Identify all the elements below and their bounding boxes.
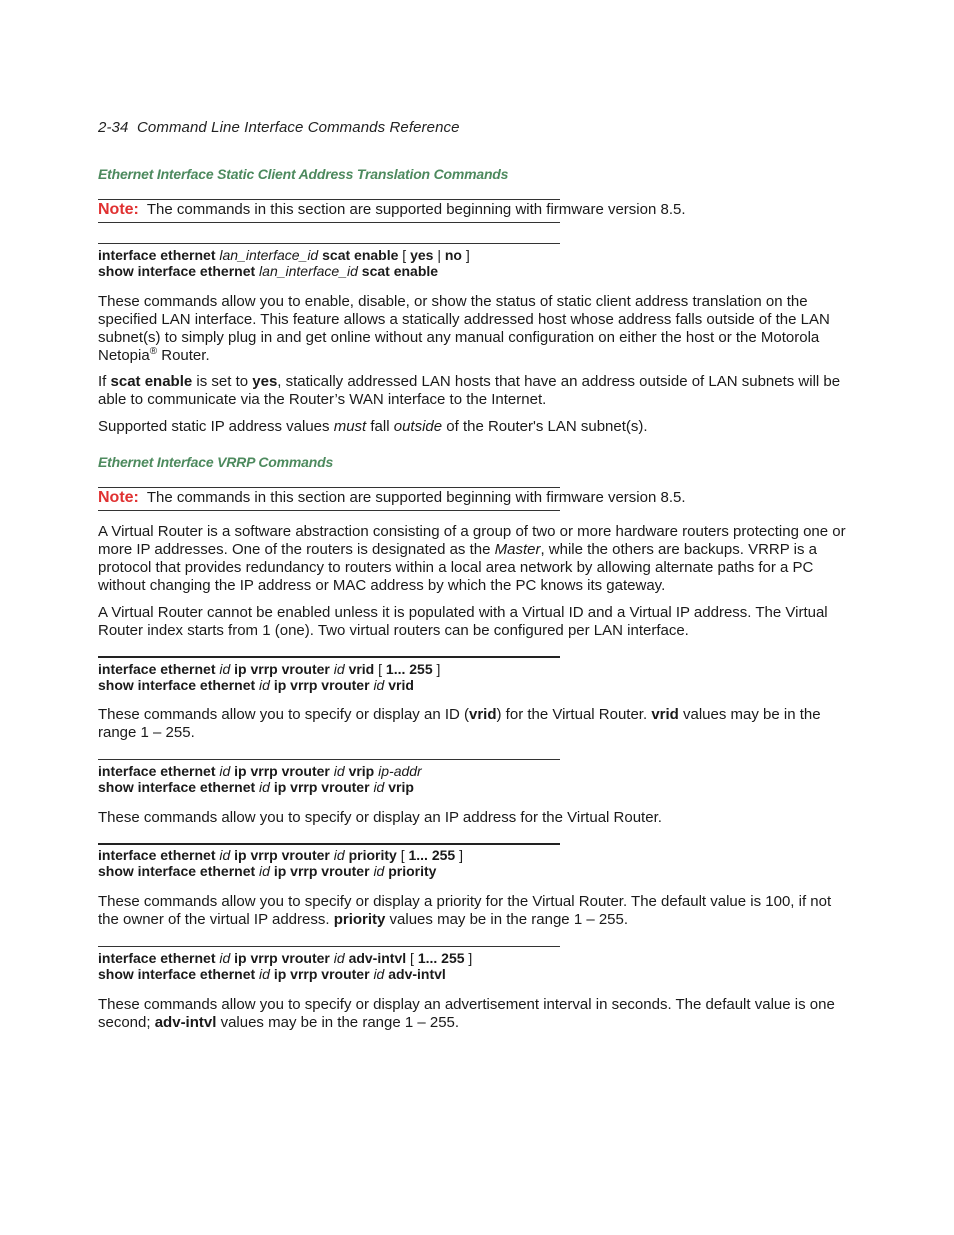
note-top-rule	[98, 487, 560, 488]
command-priority	[98, 847, 463, 879]
paragraph-scat-enable: If scat enable is set to yes, statically addressed LAN hosts that have an address outside of LAN subnets will be able to communicate via the Router’s WAN interface to the Internet.	[98, 373, 841, 408]
section-heading-vrrp: Ethernet Interface VRRP Commands	[98, 454, 334, 470]
command-rule	[98, 759, 560, 760]
note-text: The commands in this section are supported beginning with firmware version 8.5.	[146, 201, 686, 218]
note-label: Note:	[98, 201, 139, 218]
paragraph-vrrp-intro: A Virtual Router is a software abstraction consisting of a group of two or more hardware routers protecting one or more IP addresses. One of the routers is designated as the Master, while the others are backups. VRRP is a protocol that provides redundancy to routers within a local area network by allowing alternate paths for a PC without changing the IP address or MAC address by which the PC knows its gateway.	[98, 523, 846, 594]
registered-mark: ®	[149, 346, 158, 357]
command-adv-intvl	[98, 950, 472, 982]
header-title: Command Line Interface Commands Reference	[136, 119, 460, 136]
page-number: 2-34	[98, 119, 129, 136]
note-top-rule	[98, 199, 560, 200]
command-line: interface ethernet id ip vrrp vrouter id vrid [ 1... 255 ]	[98, 661, 441, 677]
command-line: show interface ethernet id ip vrrp vrouter id priority	[98, 863, 437, 879]
command-line: show interface ethernet lan_interface_id scat enable	[98, 263, 439, 279]
note-scat	[98, 201, 686, 219]
note-vrrp	[98, 489, 686, 507]
paragraph-vrid: These commands allow you to specify or display an ID (vrid) for the Virtual Router. vrid values may be in the range 1 – 255.	[98, 706, 821, 741]
paragraph-priority: These commands allow you to specify or display a priority for the Virtual Router. The default value is 100, if not the owner of the virtual IP address. priority values may be in the range 1 – 255.	[98, 893, 832, 928]
section-heading-scat: Ethernet Interface Static Client Address Translation Commands	[98, 166, 509, 182]
paragraph-scat-values: Supported static IP address values must fall outside of the Router's LAN subnet(s).	[98, 418, 648, 435]
command-vrid	[98, 661, 440, 693]
command-rule	[98, 843, 560, 845]
command-line: interface ethernet id ip vrrp vrouter id priority [ 1... 255 ]	[98, 847, 463, 863]
command-rule	[98, 243, 560, 244]
command-line: show interface ethernet id ip vrrp vrouter id adv-intvl	[98, 966, 446, 982]
paragraph-vrrp-index: A Virtual Router cannot be enabled unless it is populated with a Virtual ID and a Virtual IP address. The Virtual Router index starts from 1 (one). Two virtual routers can be configured per LAN interface.	[98, 604, 828, 639]
command-line: show interface ethernet id ip vrrp vrouter id vrid	[98, 677, 414, 693]
running-header	[98, 119, 460, 136]
note-bottom-rule	[98, 510, 560, 511]
command-vrip	[98, 763, 422, 795]
command-scat	[98, 247, 470, 279]
command-rule	[98, 946, 560, 947]
note-text: The commands in this section are supported beginning with firmware version 8.5.	[146, 489, 686, 506]
paragraph-vrip: These commands allow you to specify or display an IP address for the Virtual Router.	[98, 809, 662, 826]
command-line: show interface ethernet id ip vrrp vrouter id vrip	[98, 779, 414, 795]
command-line: interface ethernet lan_interface_id scat enable [ yes | no ]	[98, 247, 470, 263]
paragraph-scat-desc: These commands allow you to enable, disable, or show the status of static client address translation on the specified LAN interface. This feature allows a statically addressed host whose address falls outside of the LAN subnet(s) to simply plug in and get online without any manual configuration on either the host or the Motorola Netopia® Router.	[98, 293, 830, 364]
command-line: interface ethernet id ip vrrp vrouter id adv-intvl [ 1... 255 ]	[98, 950, 473, 966]
note-bottom-rule	[98, 222, 560, 223]
command-rule	[98, 656, 560, 658]
command-line: interface ethernet id ip vrrp vrouter id vrip ip-addr	[98, 763, 422, 779]
note-label: Note:	[98, 489, 139, 506]
paragraph-adv-intvl: These commands allow you to specify or display an advertisement interval in seconds. The default value is one second; adv-intvl values may be in the range 1 – 255.	[98, 996, 835, 1031]
